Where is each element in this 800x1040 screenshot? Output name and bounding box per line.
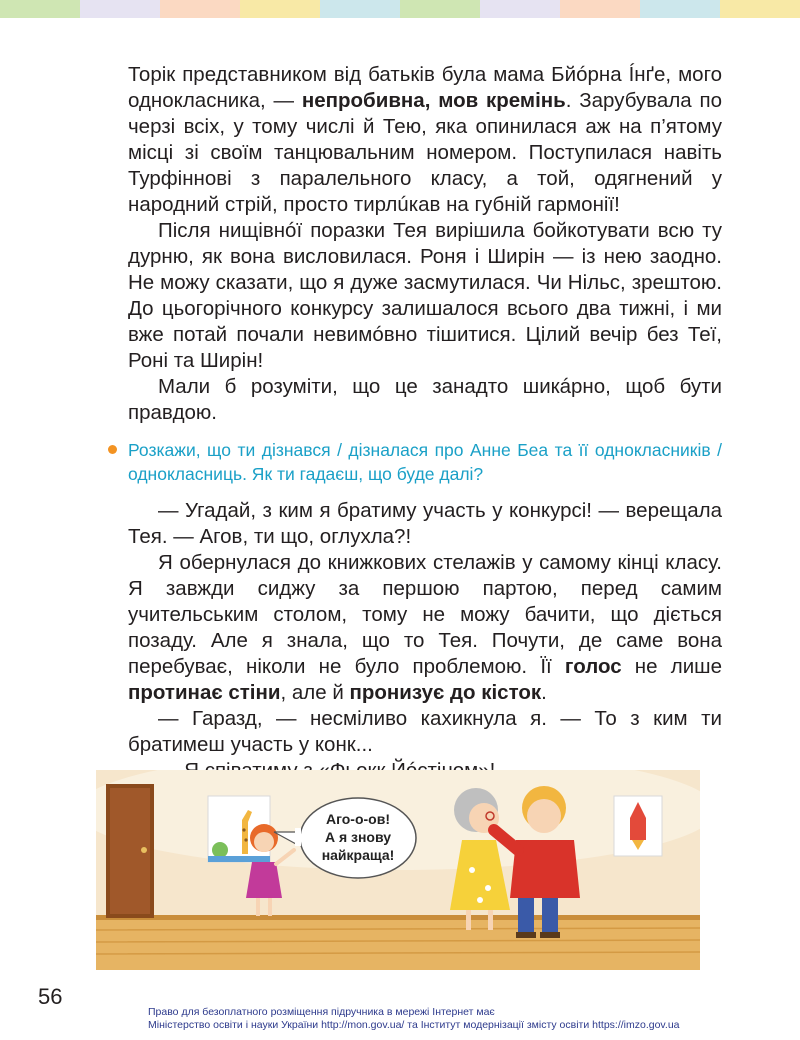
paragraph-5: Я обернулася до книжкових стелажів у самому кінці класу. Я завжди сиджу за першою партою, перед самим учительським столом, тому не можу бачити, що діється позаду. Але я знала, що то Тея. Почути, де саме вона перебуває, ніколи не було проблемою. Її голос не лише протинає стіни, але й пронизує до кісток. — [128, 551, 722, 704]
strip-segment — [0, 0, 80, 18]
strip-segment — [320, 0, 400, 18]
strip-segment — [640, 0, 720, 18]
classroom-illustration — [96, 770, 700, 970]
strip-segment — [80, 0, 160, 18]
paragraph-4: — Угадай, з ким я братиму участь у конкурсі! — верещала Тея. — Агов, ти що, оглухла?! — [128, 499, 722, 548]
paragraph-2: Після нищівнóї поразки Тея вирішила бойкотувати всю ту дурню, як вона висловилася. Роня і Ширін — із нею заодно. Не можу сказати, що я дуже засмутилася. Чи Нільс, зрештою. До цьогорічного конкурсу залишалося всього два тижні, і ми вже потай почали невимóвно тішитися. Цілий вечір без Теї, Роні та Ширін! — [128, 219, 722, 372]
rocket-poster — [614, 796, 662, 856]
speech-line-3: найкраща! — [321, 847, 395, 863]
footer-line-1: Право для безоплатного розміщення підручника в мережі Інтернет має — [148, 1006, 495, 1018]
bullet-dot-icon — [108, 445, 117, 454]
page-number: 56 — [38, 984, 63, 1009]
task-question: Розкажи, що ти дізнався / дізналася про Анне Беа та її однокласників / однокласниць. Як ти гадаєш, що буде далі? — [128, 438, 722, 486]
speech-line-1: Аго-о-ов! — [325, 811, 391, 827]
strip-segment — [400, 0, 480, 18]
paragraph-1: Торік представником від батьків була мама Бйóрна Íнґе, мого однокласника, — непробивна, мов кремінь. Зарубувала по черзі всіх, у тому числі й Тею, яка опинилася аж на п’ятому місці зі своїм танцювальним номером. Поступилася навіть Турфіннові з паралельного класу, а той, одягнений у народний стрій, просто тирлúкав на губній гармонії! — [128, 63, 722, 216]
strip-segment — [560, 0, 640, 18]
strip-segment — [720, 0, 800, 18]
strip-segment — [160, 0, 240, 18]
footer-line-2: Міністерство освіти і науки України http://mon.gov.ua/ та Інститут модернізації змісту освіти https://imzo.gov.ua — [148, 1019, 680, 1031]
speech-line-2: А я знову — [324, 829, 392, 845]
license-footer — [148, 1006, 680, 1032]
strip-segment — [480, 0, 560, 18]
emphasis-text: непробивна, мов кремінь — [301, 89, 566, 112]
main-text — [128, 62, 722, 784]
top-color-strip — [0, 0, 800, 18]
paragraph-3: Мали б розуміти, що це занадто шикáрно, щоб бути правдою. — [128, 375, 722, 424]
strip-segment — [240, 0, 320, 18]
classroom-scene — [96, 770, 700, 970]
paragraph-6: — Гаразд, — несміливо кахикнула я. — То з ким ти братимеш участь у конк... — [128, 707, 722, 756]
